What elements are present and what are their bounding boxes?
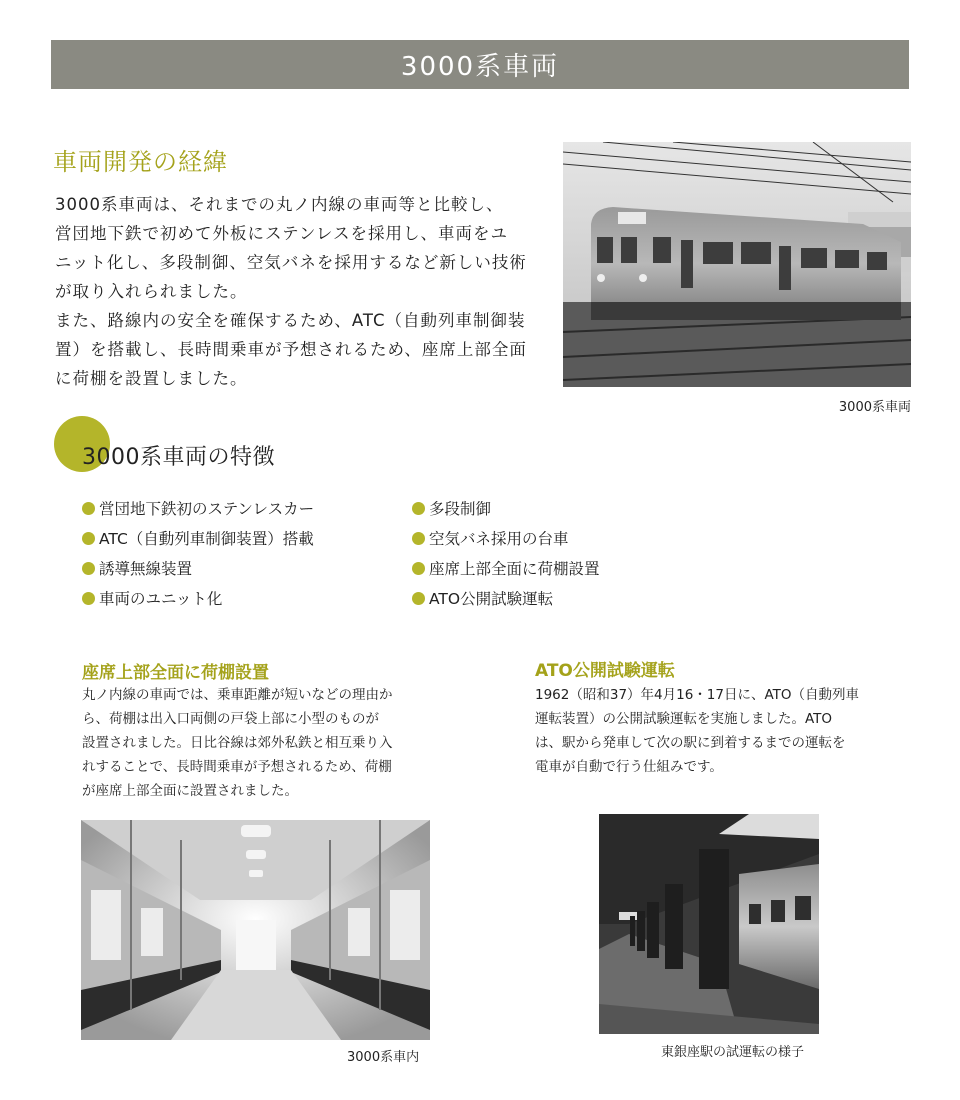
bullet-icon [412, 502, 425, 515]
feature-item [412, 553, 600, 583]
train-exterior-caption: 3000系車両 [838, 400, 911, 415]
development-line: 3000系車両は、それまでの丸ノ内線の車両等と比較し、 [55, 195, 504, 214]
train-exterior-photo [563, 142, 911, 387]
features-right-list [412, 493, 600, 613]
feature-label: 営団地下鉄初のステンレスカー [99, 500, 315, 518]
racks-line: 設置されました。日比谷線は郊外私鉄と相互乗り入 [82, 735, 393, 751]
feature-item [412, 523, 600, 553]
station-test-run-photo [599, 814, 819, 1034]
bullet-icon [412, 562, 425, 575]
page-title: 3000系車両 [400, 52, 560, 82]
bullet-icon [82, 502, 95, 515]
train-interior-photo [81, 820, 430, 1040]
racks-title: 座席上部全面に荷棚設置 [82, 663, 269, 683]
features-left-list [82, 493, 314, 613]
bullet-icon [82, 592, 95, 605]
feature-item [412, 493, 600, 523]
station-test-run-caption: 東銀座駅の試運転の様子 [661, 1045, 805, 1060]
development-line: が取り入れられました。 [55, 282, 248, 301]
racks-line: ら、荷棚は出入口両側の戸袋上部に小型のものが [82, 711, 379, 727]
bullet-icon [412, 532, 425, 545]
feature-item [82, 523, 314, 553]
development-line: ニット化し、多段制御、空気バネを採用するなど新しい技術 [55, 253, 527, 272]
feature-label: 誘導無線装置 [99, 560, 193, 578]
ato-line: 1962（昭和37）年4月16・17日に、ATO（自動列車 [535, 687, 860, 703]
racks-text [82, 683, 452, 803]
development-line: また、路線内の安全を確保するため、ATC（自動列車制御装 [55, 311, 526, 330]
page-header [51, 40, 909, 89]
feature-label: ATO公開試験運転 [429, 590, 554, 608]
feature-label: ATC（自動列車制御装置）搭載 [99, 530, 314, 548]
feature-item [82, 583, 314, 613]
bullet-icon [82, 562, 95, 575]
development-title: 車両開発の経緯 [53, 148, 228, 176]
feature-label: 多段制御 [429, 500, 492, 518]
ato-line: 電車が自動で行う仕組みです。 [535, 759, 723, 775]
bullet-icon [412, 592, 425, 605]
feature-label: 空気バネ採用の台車 [429, 530, 569, 548]
development-line: 営団地下鉄で初めて外板にステンレスを採用し、車両をユ [55, 224, 508, 243]
racks-line: 丸ノ内線の車両では、乗車距離が短いなどの理由か [82, 687, 393, 703]
feature-label: 車両のユニット化 [99, 590, 223, 608]
development-line: 置）を搭載し、長時間乗車が予想されるため、座席上部全面 [55, 340, 527, 359]
development-text [55, 190, 545, 393]
feature-item [412, 583, 600, 613]
racks-line: が座席上部全面に設置されました。 [82, 783, 298, 799]
bullet-icon [82, 532, 95, 545]
feature-item [82, 493, 314, 523]
ato-line: 運転装置）の公開試験運転を実施しました。ATO [535, 711, 833, 727]
racks-line: れすることで、長時間乗車が予想されるため、荷棚 [82, 759, 392, 775]
features-title: 3000系車両の特徴 [82, 445, 275, 470]
ato-title: ATO公開試験運転 [535, 661, 675, 681]
train-interior-caption: 3000系車内 [347, 1050, 420, 1065]
feature-label: 座席上部全面に荷棚設置 [429, 560, 600, 578]
ato-text [535, 683, 910, 779]
development-line: に荷棚を設置しました。 [55, 369, 248, 388]
ato-line: は、駅から発車して次の駅に到着するまでの運転を [535, 735, 846, 751]
feature-item [82, 553, 314, 583]
